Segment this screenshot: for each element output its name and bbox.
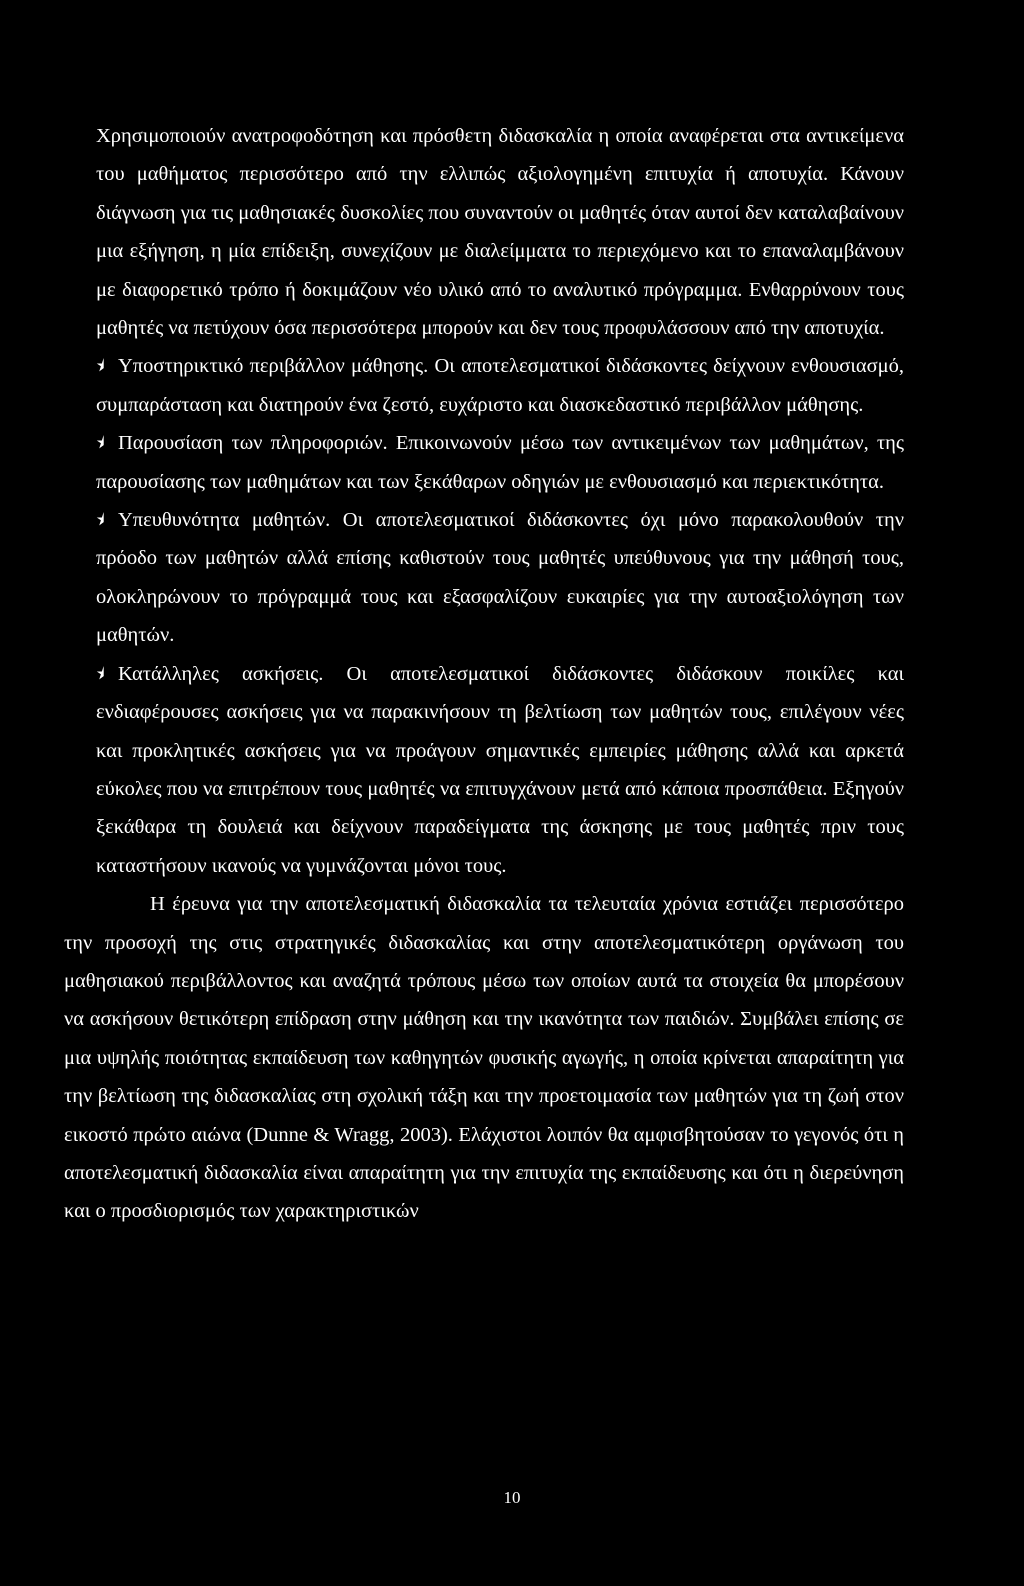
bullet-item-information-presentation — [96, 424, 904, 501]
closing-paragraph: Η έρευνα για την αποτελεσματική διδασκαλία τα τελευταία χρόνια εστιάζει περισσότερο την προσοχή της στις στρατηγικές διδασκαλίας και στην αποτελεσματικότερη οργάνωση του μαθησιακού περιβάλλοντος και αναζητά τρόπους μέσω των οποίων αυτά τα στοιχεία θα μπορέσουν να ασκήσουν θετικότερη επίδραση στην μάθηση και την ικανότητα των παιδιών. Συμβάλει επίσης σε μια υψηλής ποιότητας εκπαίδευση των καθηγητών φυσικής αγωγής, η οποία κρίνεται απαραίτητη για την βελτίωση της διδασκαλίας στη σχολική τάξη και την προετοιμασία των μαθητών για τη ζωή στον εικοστό πρώτο αιώνα (Dunne & Wragg, 2003). Ελάχιστοι λοιπόν θα αμφισβητούσαν το γεγονός ότι η αποτελεσματική διδασκαλία είναι απαραίτητη για την επιτυχία της εκπαίδευσης και ότι η διερεύνηση και ο προσδιορισμός των χαρακτηριστικών — [64, 893, 904, 1223]
bullet-item-student-accountability — [96, 501, 904, 655]
bullet-heading: Παρουσίαση των πληροφοριών. — [118, 432, 388, 455]
bullet-heading: Υπευθυνότητα μαθητών. — [118, 509, 331, 532]
bullet-arrow-icon: ⯨ — [96, 510, 105, 530]
bullet-arrow-icon: ⯨ — [96, 356, 105, 376]
bullet-text: Οι αποτελεσματικοί διδάσκοντες δείχνουν ενθουσιασμό, συμπαράσταση και διατηρούν ένα ζεστό, ευχάριστο και διασκεδαστικό περιβάλλον μάθησης. — [96, 355, 904, 416]
page-number: 10 — [503, 1488, 521, 1507]
bullet-arrow-icon: ⯨ — [96, 663, 105, 683]
bullet-heading: Υποστηρικτικό περιβάλλον μάθησης. — [118, 355, 429, 378]
bullet-text: Οι αποτελεσματικοί διδάσκοντες όχι μόνο παρακολουθούν την πρόοδο των μαθητών αλλά επίσης καθιστούν τους μαθητές υπεύθυνους για την μάθησή τους, ολοκληρώνουν το πρόγραμμά τους και εξασφαλίζουν ευκαιρίες για την αυτοαξιολόγηση των μαθητών. — [96, 509, 904, 647]
intro-paragraph: Χρησιμοποιούν ανατροφοδότηση και πρόσθετη διδασκαλία η οποία αναφέρεται στα αντικείμενα του μαθήματος περισσότερο από την ελλιπώς αξιολογημένη επιτυχία ή αποτυχία. Κάνουν διάγνωση για τις μαθησιακές δυσκολίες που συναντούν οι μαθητές όταν αυτοί δεν καταλαβαίνουν μια εξήγηση, η μία επίδειξη, συνεχίζουν με διαλείμματα το περιεχόμενο και το επαναλαμβάνουν με διαφορετικό τρόπο ή δοκιμάζουν νέο υλικό από το αναλυτικό πρόγραμμα. Ενθαρρύνουν τους μαθητές να πετύχουν όσα περισσότερα μπορούν και δεν τους προφυλάσσουν από την αποτυχία. — [96, 125, 904, 340]
body-text — [64, 117, 905, 1231]
bullet-text: Οι αποτελεσματικοί διδάσκοντες διδάσκουν ποικίλες και ενδιαφέρουσες ασκήσεις για να παρακινήσουν τη βελτίωση των μαθητών τους, επιλέγουν νέες και προκλητικές ασκήσεις για να προάγουν σημαντικές εμπειρίες μάθησης αλλά και αρκετά εύκολες που να επιτρέπουν τους μαθητές να επιτυγχάνουν μετά από κάποια προσπάθεια. Εξηγούν ξεκάθαρα τη δουλειά και δείχνουν παραδείγματα της άσκησης με τους μαθητές πριν τους καταστήσουν ικανούς να γυμνάζονται μόνοι τους. — [96, 662, 905, 877]
bullet-item-appropriate-exercises — [96, 655, 904, 885]
bullet-item-supportive-environment — [96, 347, 904, 424]
bullet-arrow-icon: ⯨ — [96, 433, 105, 453]
bullet-heading: Κατάλληλες ασκήσεις. — [118, 662, 324, 685]
bullet-text: Επικοινωνούν μέσω των αντικειμένων των μαθημάτων, της παρουσίασης των μαθημάτων και των ξεκάθαρων οδηγιών με ενθουσιασμό και περιεκτικότητα. — [96, 432, 905, 493]
